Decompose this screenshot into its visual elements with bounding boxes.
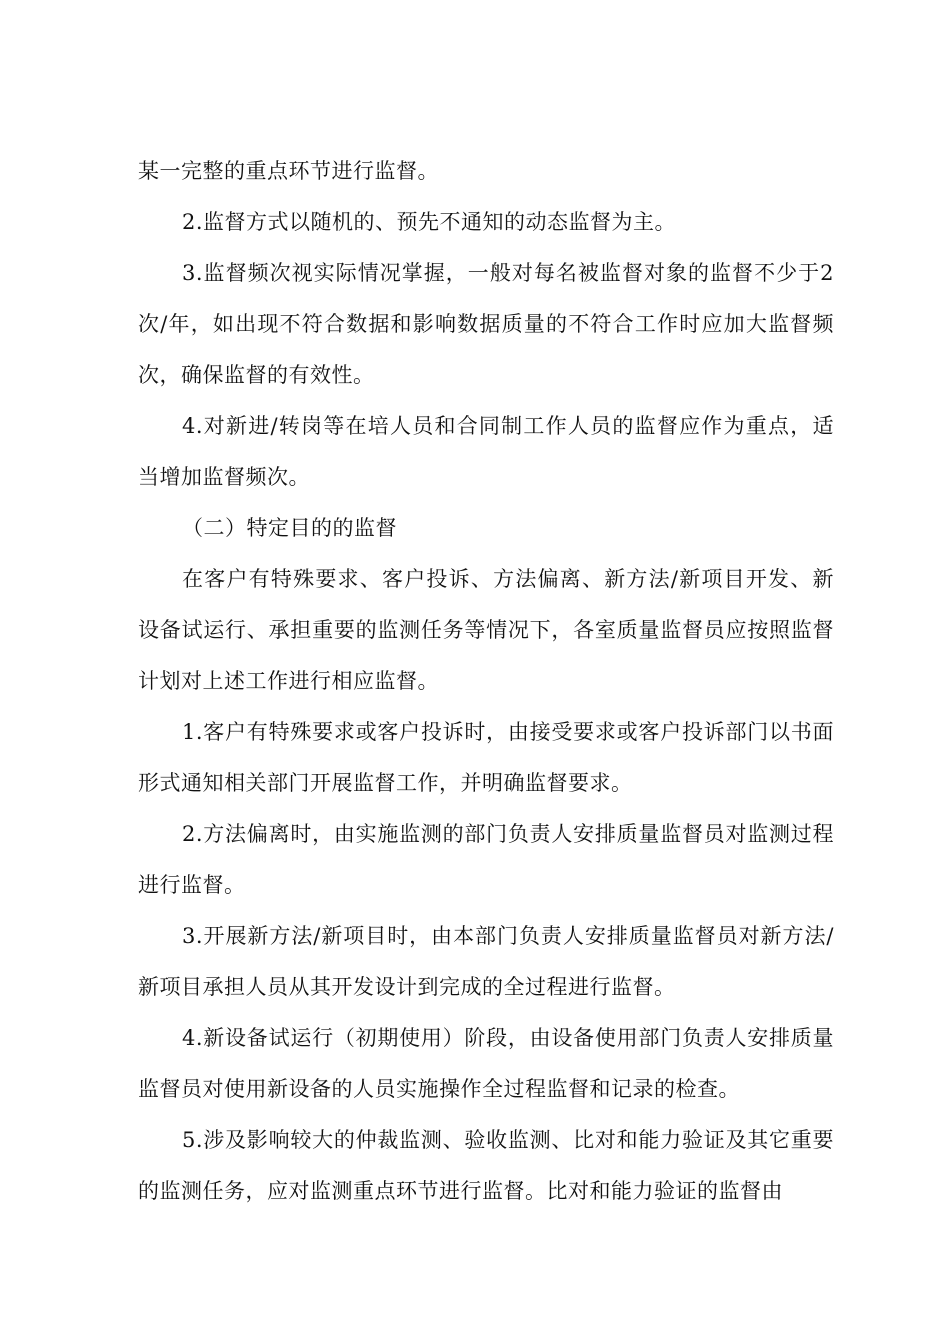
paragraph-item-2-method-deviation: 2.方法偏离时，由实施监测的部门负责人安排质量监督员对监测过程进行监督。	[138, 822, 834, 897]
paragraph-item-1-customer-requests: 1.客户有特殊要求或客户投诉时，由接受要求或客户投诉部门以书面形式通知相关部门开展监督工作，并明确监督要求。	[138, 720, 834, 795]
paragraph-item-3-new-method: 3.开展新方法/新项目时，由本部门负责人安排质量监督员对新方法/新项目承担人员从其开发设计到完成的全过程进行监督。	[138, 924, 834, 999]
section-heading-specific-purpose: （二）特定目的的监督	[182, 516, 397, 540]
paragraph-item-4-new-staff: 4.对新进/转岗等在培人员和合同制工作人员的监督应作为重点，适当增加监督频次。	[138, 414, 834, 489]
paragraph-continuation: 某一完整的重点环节进行监督。	[138, 159, 439, 183]
paragraph-specific-purpose-intro: 在客户有特殊要求、客户投诉、方法偏离、新方法/新项目开发、新设备试运行、承担重要的监测任务等情况下，各室质量监督员应按照监督计划对上述工作进行相应监督。	[138, 567, 834, 693]
paragraph-item-3-supervision-frequency: 3.监督频次视实际情况掌握，一般对每名被监督对象的监督不少于2次/年，如出现不符合数据和影响数据质量的不符合工作时应加大监督频次，确保监督的有效性。	[138, 261, 834, 387]
paragraph-item-5-important-tasks: 5.涉及影响较大的仲裁监测、验收监测、比对和能力验证及其它重要的监测任务，应对监测重点环节进行监督。比对和能力验证的监督由	[138, 1128, 834, 1203]
paragraph-item-4-new-equipment: 4.新设备试运行（初期使用）阶段，由设备使用部门负责人安排质量监督员对使用新设备的人员实施操作全过程监督和记录的检查。	[138, 1026, 834, 1101]
paragraph-item-2-supervision-mode: 2.监督方式以随机的、预先不通知的动态监督为主。	[182, 210, 677, 234]
document-body	[138, 146, 834, 1217]
